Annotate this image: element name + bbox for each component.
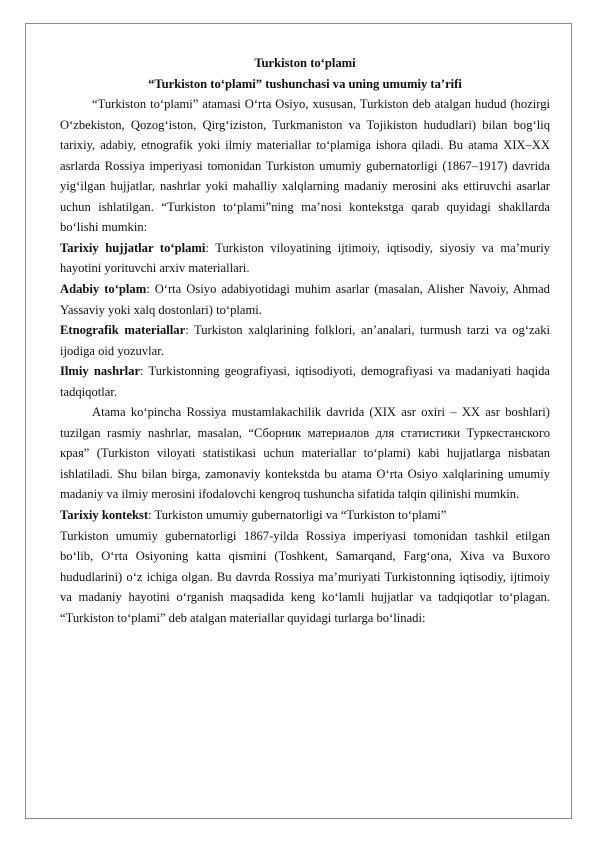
usage-paragraph: Atama ko‘pincha Rossiya mustamlakachilik davrida (XIX asr oxiri – XX asr boshlari) tuzilgan rasmiy nashrlar, masalan, “Сборник материалов для статистики Туркестанского края” (Turkiston viloyati statistikasi uchun materiallar to‘plami) kabi hujjatlarga nisbatan ishlatiladi. Shu bilan birga, zamonaviy kontekstda bu atama O‘rta Osiyo xalqlarining umumiy madaniy va ilmiy merosini ifodalovchi kengroq tushuncha sifatida talqin qilinishi mumkin. [60, 405, 550, 502]
document-title: Turkiston to‘plami [254, 56, 356, 70]
context-text: : Turkiston umumiy gubernatorligi va “Turkiston to‘plami” [148, 508, 447, 523]
intro-paragraph: “Turkiston to‘plami” atamasi O‘rta Osiyo, xususan, Turkiston deb atalgan hudud (hozirgi O‘zbekiston, Qozog‘iston, Qirg‘iziston, Turkmaniston va Tojikiston hududlari) bilan bog‘liq tarixiy, adabiy, etnografik yoki ilmiy materiallar to‘plamiga ishora qiladi. Bu atama XIX–XX asrlarda Rossiya imperiyasi tomonidan Turkiston umumiy gubernatorligi (1867–1917) davrida yig‘ilgan hujjatlar, nashrlar yoki mahalliy xalqlarning madaniy merosini aks ettiruvchi asarlar uchun ishlatilgan. “Turkiston to‘plami”ning ma’nosi kontekstga qarab quyidagi shakllarda bo‘lishi mumkin: [60, 97, 550, 235]
definition-text: : O‘rta Osiyo adabiyotidagi muhim asarlar (masalan, Alisher Navoiy, Ahmad Yassaviy yoki xalq dostonlari) to‘plami. [60, 282, 550, 317]
definition-literary-collection [60, 279, 550, 320]
document-subtitle: “Turkiston to‘plami” tushunchasi va uning umumiy ta’rifi [148, 76, 462, 91]
context-term: Tarixiy kontekst [60, 508, 149, 523]
governorate-paragraph: Turkiston umumiy gubernatorligi 1867-yilda Rossiya imperiyasi tomonidan tashkil etilgan bo‘lib, O‘rta Osiyoning katta qismini (Toshkent, Samarqand, Farg‘ona, Xiva va Buxoro hududlarini) o‘z ichiga olgan. Bu davrda Rossiya ma’muriyati Turkistonning iqtisodiy, ijtimoiy va madaniy hayotini o‘rganish maqsadida keng ko‘lamli hujjatlar va tadqiqotlar to‘plagan. “Turkiston to‘plami” deb atalgan materiallar quyidagi turlarga bo‘linadi: [60, 528, 550, 625]
definition-text: : Turkiston viloyatining ijtimoiy, iqtisodiy, siyosiy va ma’muriy hayotini yorituvchi arxiv materiallari. [60, 240, 550, 276]
document-body [60, 53, 550, 628]
historical-context-heading [60, 505, 550, 526]
definition-text: : Turkiston xalqlarining folklori, an’analari, turmush tarzi va og‘zaki ijodiga oid yozuvlar. [60, 323, 551, 358]
definition-historical-documents [60, 238, 550, 279]
definition-scientific-publications [60, 361, 550, 402]
definition-text: : Turkistonning geografiyasi, iqtisodiyoti, demografiyasi va madaniyati haqida tadqiqotlar. [60, 364, 550, 399]
definition-term: Tarixiy hujjatlar to‘plami [60, 240, 206, 255]
definition-ethnographic-materials [60, 320, 550, 361]
definition-term: Etnografik materiallar [60, 323, 186, 338]
definition-term: Adabiy to‘plam [60, 282, 147, 297]
definition-term: Ilmiy nashrlar [60, 364, 141, 379]
